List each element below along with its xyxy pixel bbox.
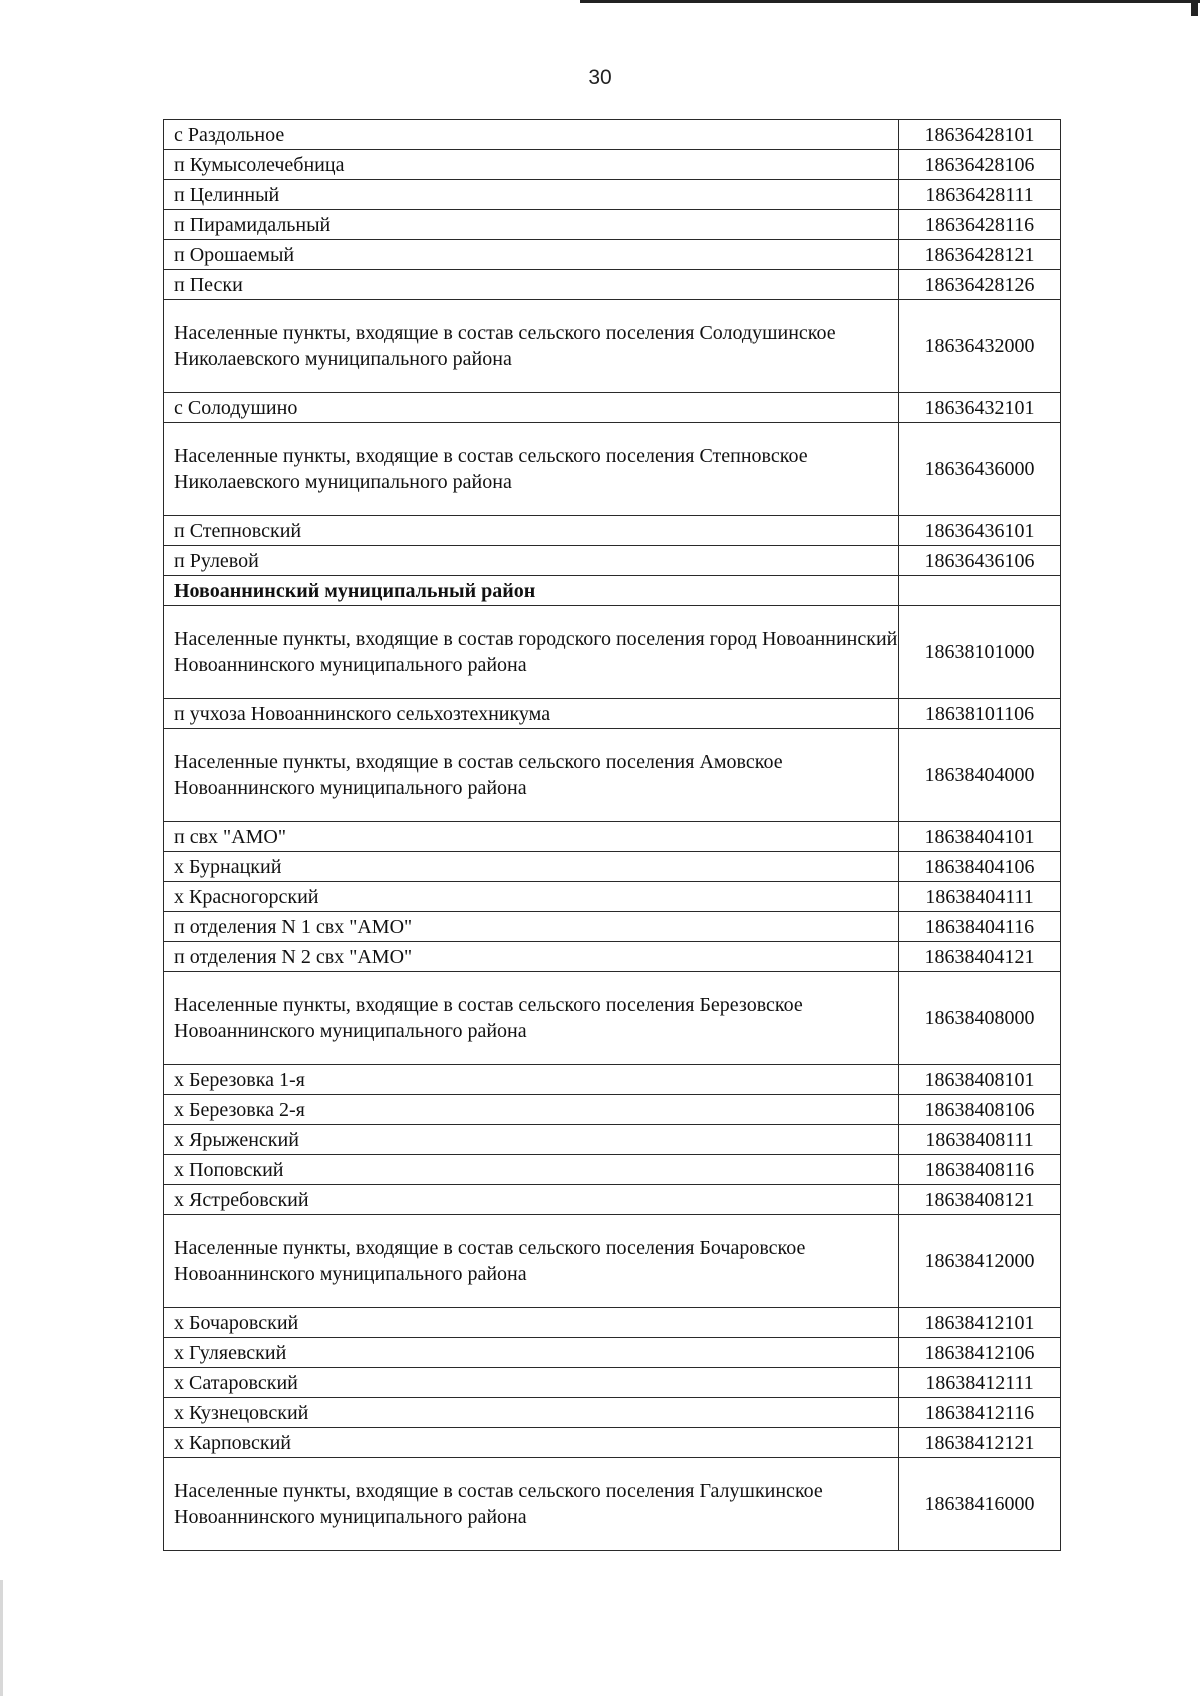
table-row	[164, 270, 1061, 300]
oktmo-code-cell: 18638416000	[899, 1458, 1061, 1551]
table-row	[164, 1125, 1061, 1155]
settlement-name-cell: х Гуляевский	[164, 1338, 899, 1368]
settlement-name-cell: х Ярыженский	[164, 1125, 899, 1155]
group-name-cell: Населенные пункты, входящие в состав сельского поселения Амовское Новоаннинского муниципального района	[164, 729, 899, 822]
table-row	[164, 1185, 1061, 1215]
settlement-name-cell: п свх "АМО"	[164, 822, 899, 852]
settlement-name-cell: с Солодушино	[164, 393, 899, 423]
oktmo-code-cell: 18638412111	[899, 1368, 1061, 1398]
district-name-cell: Новоаннинский муниципальный район	[164, 576, 899, 606]
oktmo-code-cell: 18638412106	[899, 1338, 1061, 1368]
oktmo-code-cell: 18638412121	[899, 1428, 1061, 1458]
settlement-name-cell: п Пески	[164, 270, 899, 300]
group-row	[164, 729, 1061, 822]
table-body	[164, 120, 1061, 1551]
oktmo-code-cell: 18638412101	[899, 1308, 1061, 1338]
table-row	[164, 912, 1061, 942]
settlement-name-cell: х Бочаровский	[164, 1308, 899, 1338]
table-row	[164, 1065, 1061, 1095]
settlement-name-cell: п отделения N 1 свх "АМО"	[164, 912, 899, 942]
oktmo-code-cell: 18636428126	[899, 270, 1061, 300]
table-row	[164, 516, 1061, 546]
oktmo-code-cell: 18638408101	[899, 1065, 1061, 1095]
table-row	[164, 120, 1061, 150]
oktmo-code-cell: 18638408111	[899, 1125, 1061, 1155]
oktmo-code-cell: 18636436000	[899, 423, 1061, 516]
group-name-cell: Населенные пункты, входящие в состав сельского поселения Березовское Новоаннинского муниципального района	[164, 972, 899, 1065]
settlement-name-cell: п Орошаемый	[164, 240, 899, 270]
group-row	[164, 300, 1061, 393]
table-row	[164, 699, 1061, 729]
settlement-name-cell: х Карповский	[164, 1428, 899, 1458]
table-row	[164, 180, 1061, 210]
settlement-name-cell: п Целинный	[164, 180, 899, 210]
table-row	[164, 1398, 1061, 1428]
settlement-code-table	[163, 119, 1061, 1551]
group-name-cell: Населенные пункты, входящие в состав сельского поселения Солодушинское Николаевского муниципального района	[164, 300, 899, 393]
table-row	[164, 882, 1061, 912]
group-row	[164, 423, 1061, 516]
group-row	[164, 1215, 1061, 1308]
group-row	[164, 1458, 1061, 1551]
oktmo-code-cell: 18636428121	[899, 240, 1061, 270]
page-number: 30	[588, 66, 612, 89]
oktmo-code-cell: 18638404121	[899, 942, 1061, 972]
table-row	[164, 210, 1061, 240]
oktmo-code-cell: 18636428111	[899, 180, 1061, 210]
oktmo-code-cell: 18638408106	[899, 1095, 1061, 1125]
settlement-name-cell: п Пирамидальный	[164, 210, 899, 240]
settlement-name-cell: с Раздольное	[164, 120, 899, 150]
settlement-name-cell: х Поповский	[164, 1155, 899, 1185]
oktmo-code-cell: 18638404000	[899, 729, 1061, 822]
oktmo-code-cell: 18638404111	[899, 882, 1061, 912]
district-row	[164, 576, 1061, 606]
oktmo-code-cell: 18636428116	[899, 210, 1061, 240]
table-row	[164, 1308, 1061, 1338]
table-row	[164, 546, 1061, 576]
table-row	[164, 150, 1061, 180]
settlement-name-cell: п Рулевой	[164, 546, 899, 576]
oktmo-code-cell: 18636432000	[899, 300, 1061, 393]
settlement-name-cell: х Кузнецовский	[164, 1398, 899, 1428]
settlement-name-cell: х Красногорский	[164, 882, 899, 912]
table-row	[164, 822, 1061, 852]
table-row	[164, 1428, 1061, 1458]
oktmo-code-cell: 18638101106	[899, 699, 1061, 729]
table-row	[164, 1095, 1061, 1125]
group-row	[164, 606, 1061, 699]
oktmo-code-cell: 18638404106	[899, 852, 1061, 882]
oktmo-code-cell: 18638404101	[899, 822, 1061, 852]
settlement-name-cell: п учхоза Новоаннинского сельхозтехникума	[164, 699, 899, 729]
settlement-name-cell: х Ястребовский	[164, 1185, 899, 1215]
oktmo-code-cell: 18638412000	[899, 1215, 1061, 1308]
table-row	[164, 240, 1061, 270]
oktmo-code-cell	[899, 576, 1061, 606]
settlement-name-cell: х Сатаровский	[164, 1368, 899, 1398]
oktmo-code-cell: 18638408116	[899, 1155, 1061, 1185]
table-row	[164, 393, 1061, 423]
settlement-name-cell: п отделения N 2 свх "АМО"	[164, 942, 899, 972]
group-name-cell: Населенные пункты, входящие в состав сельского поселения Степновское Николаевского муниципального района	[164, 423, 899, 516]
settlement-name-cell: п Степновский	[164, 516, 899, 546]
oktmo-code-cell: 18638101000	[899, 606, 1061, 699]
oktmo-code-cell: 18638408121	[899, 1185, 1061, 1215]
oktmo-code-cell: 18636436101	[899, 516, 1061, 546]
oktmo-code-cell: 18638408000	[899, 972, 1061, 1065]
settlement-name-cell: х Бурнацкий	[164, 852, 899, 882]
table-row	[164, 1155, 1061, 1185]
settlement-name-cell: х Березовка 2-я	[164, 1095, 899, 1125]
oktmo-code-cell: 18636428101	[899, 120, 1061, 150]
oktmo-code-cell: 18636436106	[899, 546, 1061, 576]
oktmo-code-cell: 18636432101	[899, 393, 1061, 423]
group-name-cell: Населенные пункты, входящие в состав сельского поселения Галушкинское Новоаннинского муниципального района	[164, 1458, 899, 1551]
table-row	[164, 1368, 1061, 1398]
table-row	[164, 852, 1061, 882]
settlement-name-cell: п Кумысолечебница	[164, 150, 899, 180]
group-name-cell: Населенные пункты, входящие в состав городского поселения город Новоаннинский Новоаннинского муниципального района	[164, 606, 899, 699]
scan-top-edge-tick	[1191, 0, 1198, 16]
group-row	[164, 972, 1061, 1065]
scan-left-edge	[0, 1580, 3, 1696]
group-name-cell: Населенные пункты, входящие в состав сельского поселения Бочаровское Новоаннинского муниципального района	[164, 1215, 899, 1308]
oktmo-code-cell: 18638412116	[899, 1398, 1061, 1428]
scan-top-edge	[580, 0, 1200, 3]
settlement-name-cell: х Березовка 1-я	[164, 1065, 899, 1095]
oktmo-code-cell: 18636428106	[899, 150, 1061, 180]
table-row	[164, 942, 1061, 972]
oktmo-code-cell: 18638404116	[899, 912, 1061, 942]
table-row	[164, 1338, 1061, 1368]
